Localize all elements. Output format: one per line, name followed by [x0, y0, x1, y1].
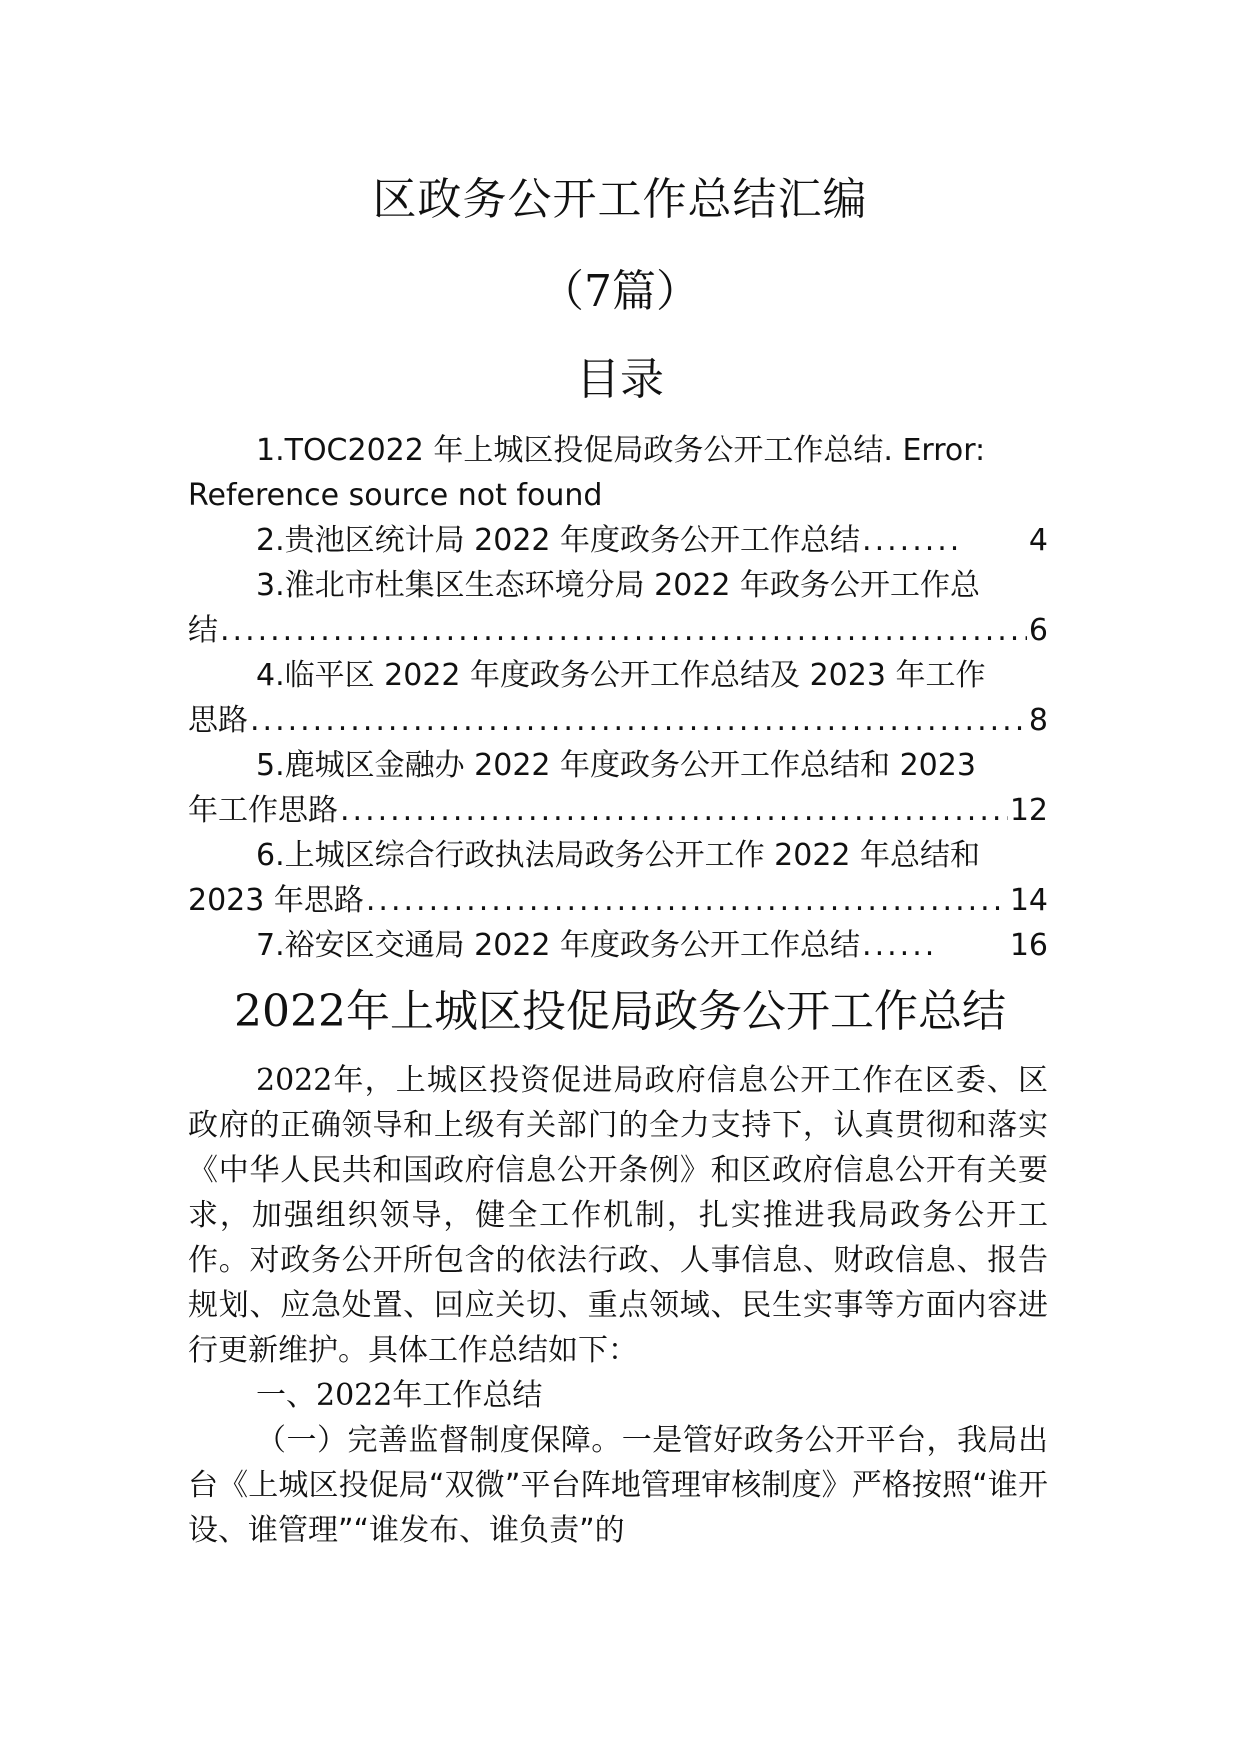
toc-entry-7[interactable]: [188, 923, 1048, 968]
subtitle-close: 篇）: [612, 266, 700, 317]
toc-entry-3-line2: 结: [188, 613, 218, 648]
article-title: [0, 982, 1240, 1042]
toc-entry-1-line1: 1.TOC2022 年上城区投促局政务公开工作总结. Error:: [256, 433, 986, 468]
toc-leader: [366, 878, 1008, 923]
toc-entry-1[interactable]: [188, 428, 1048, 518]
toc-entry-4-page: 8: [1028, 703, 1048, 738]
subtitle-open: （: [540, 266, 584, 317]
toc-entry-2-text: 2.贵池区统计局 2022 年度政务公开工作总结: [256, 523, 861, 558]
toc-entry-6-line2: 2023 年思路: [188, 883, 364, 918]
toc-leader: [250, 698, 1027, 743]
section-heading-1-year: 2022: [316, 1378, 393, 1413]
article-paragraph-2: （一）完善监督制度保障。一是管好政务公开平台，我局出台《上城区投促局“双微”平台阵地管理审核制度》严格按照“谁开设、谁管理”“谁发布、谁负责”的: [188, 1423, 1048, 1548]
toc-entry-6[interactable]: [188, 833, 1048, 923]
toc-entry-4-line2: 思路: [188, 703, 248, 738]
toc-entry-3-line1: 3.淮北市杜集区生态环境分局 2022 年政务公开工作总: [256, 568, 981, 603]
toc-entry-3-page: 6: [1028, 613, 1048, 648]
article-paragraph-1: [188, 1058, 1048, 1373]
document-subtitle: [0, 262, 1240, 322]
subtitle-count: 7: [584, 266, 612, 317]
toc-entry-5-line2: 年工作思路: [188, 793, 338, 828]
toc-entry-5-line1: 5.鹿城区金融办 2022 年度政务公开工作总结和 2023: [256, 748, 976, 783]
toc-entry-3[interactable]: [188, 563, 1048, 653]
section-heading-1-prefix: 一、: [256, 1378, 316, 1413]
toc-entry-2[interactable]: [188, 518, 1048, 563]
toc-entry-4-line1: 4.临平区 2022 年度政务公开工作总结及 2023 年工作: [256, 658, 986, 693]
toc-heading: 目录: [576, 354, 664, 405]
paragraph-1-text: 年，上城区投资促进局政府信息公开工作在区委、区政府的正确领导和上级有关部门的全力支持下，认真贯彻和落实《中华人民共和国政府信息公开条例》和区政府信息公开有关要求，加强组织领导，健全工作机制，扎实推进我局政务公开工作。对政务公开所包含的依法行政、人事信息、财政信息、报告规划、应急处置、回应关切、重点领域、民生实事等方面内容进行更新维护。具体工作总结如下：: [188, 1063, 1048, 1368]
toc-leader: [862, 518, 959, 563]
toc-entry-7-text: 7.裕安区交通局 2022 年度政务公开工作总结: [256, 928, 861, 963]
toc-entry-5[interactable]: [188, 743, 1048, 833]
article-title-year: 2022: [234, 986, 346, 1037]
toc-leader: [862, 923, 940, 968]
paragraph-1-year: 2022: [256, 1063, 333, 1098]
toc-entry-1-line2: Reference source not found: [188, 478, 603, 513]
toc-entry-6-page: 14: [1009, 883, 1048, 918]
toc-entry-6-line1: 6.上城区综合行政执法局政务公开工作 2022 年总结和: [256, 838, 981, 873]
section-heading-1: [188, 1373, 1048, 1418]
toc-entry-7-page: 16: [1009, 928, 1048, 963]
toc-leader: [340, 788, 1008, 833]
article-title-rest: 年上城区投促局政务公开工作总结: [345, 986, 1006, 1037]
toc-leader: [220, 608, 1027, 653]
article-body: [188, 1058, 1048, 1553]
table-of-contents: [188, 428, 1048, 968]
toc-entry-2-page: 4: [1028, 523, 1048, 558]
toc-entry-4[interactable]: [188, 653, 1048, 743]
toc-entry-5-page: 12: [1009, 793, 1048, 828]
document-title: 区政务公开工作总结汇编: [372, 174, 868, 225]
section-heading-1-text: 年工作总结: [392, 1378, 543, 1413]
